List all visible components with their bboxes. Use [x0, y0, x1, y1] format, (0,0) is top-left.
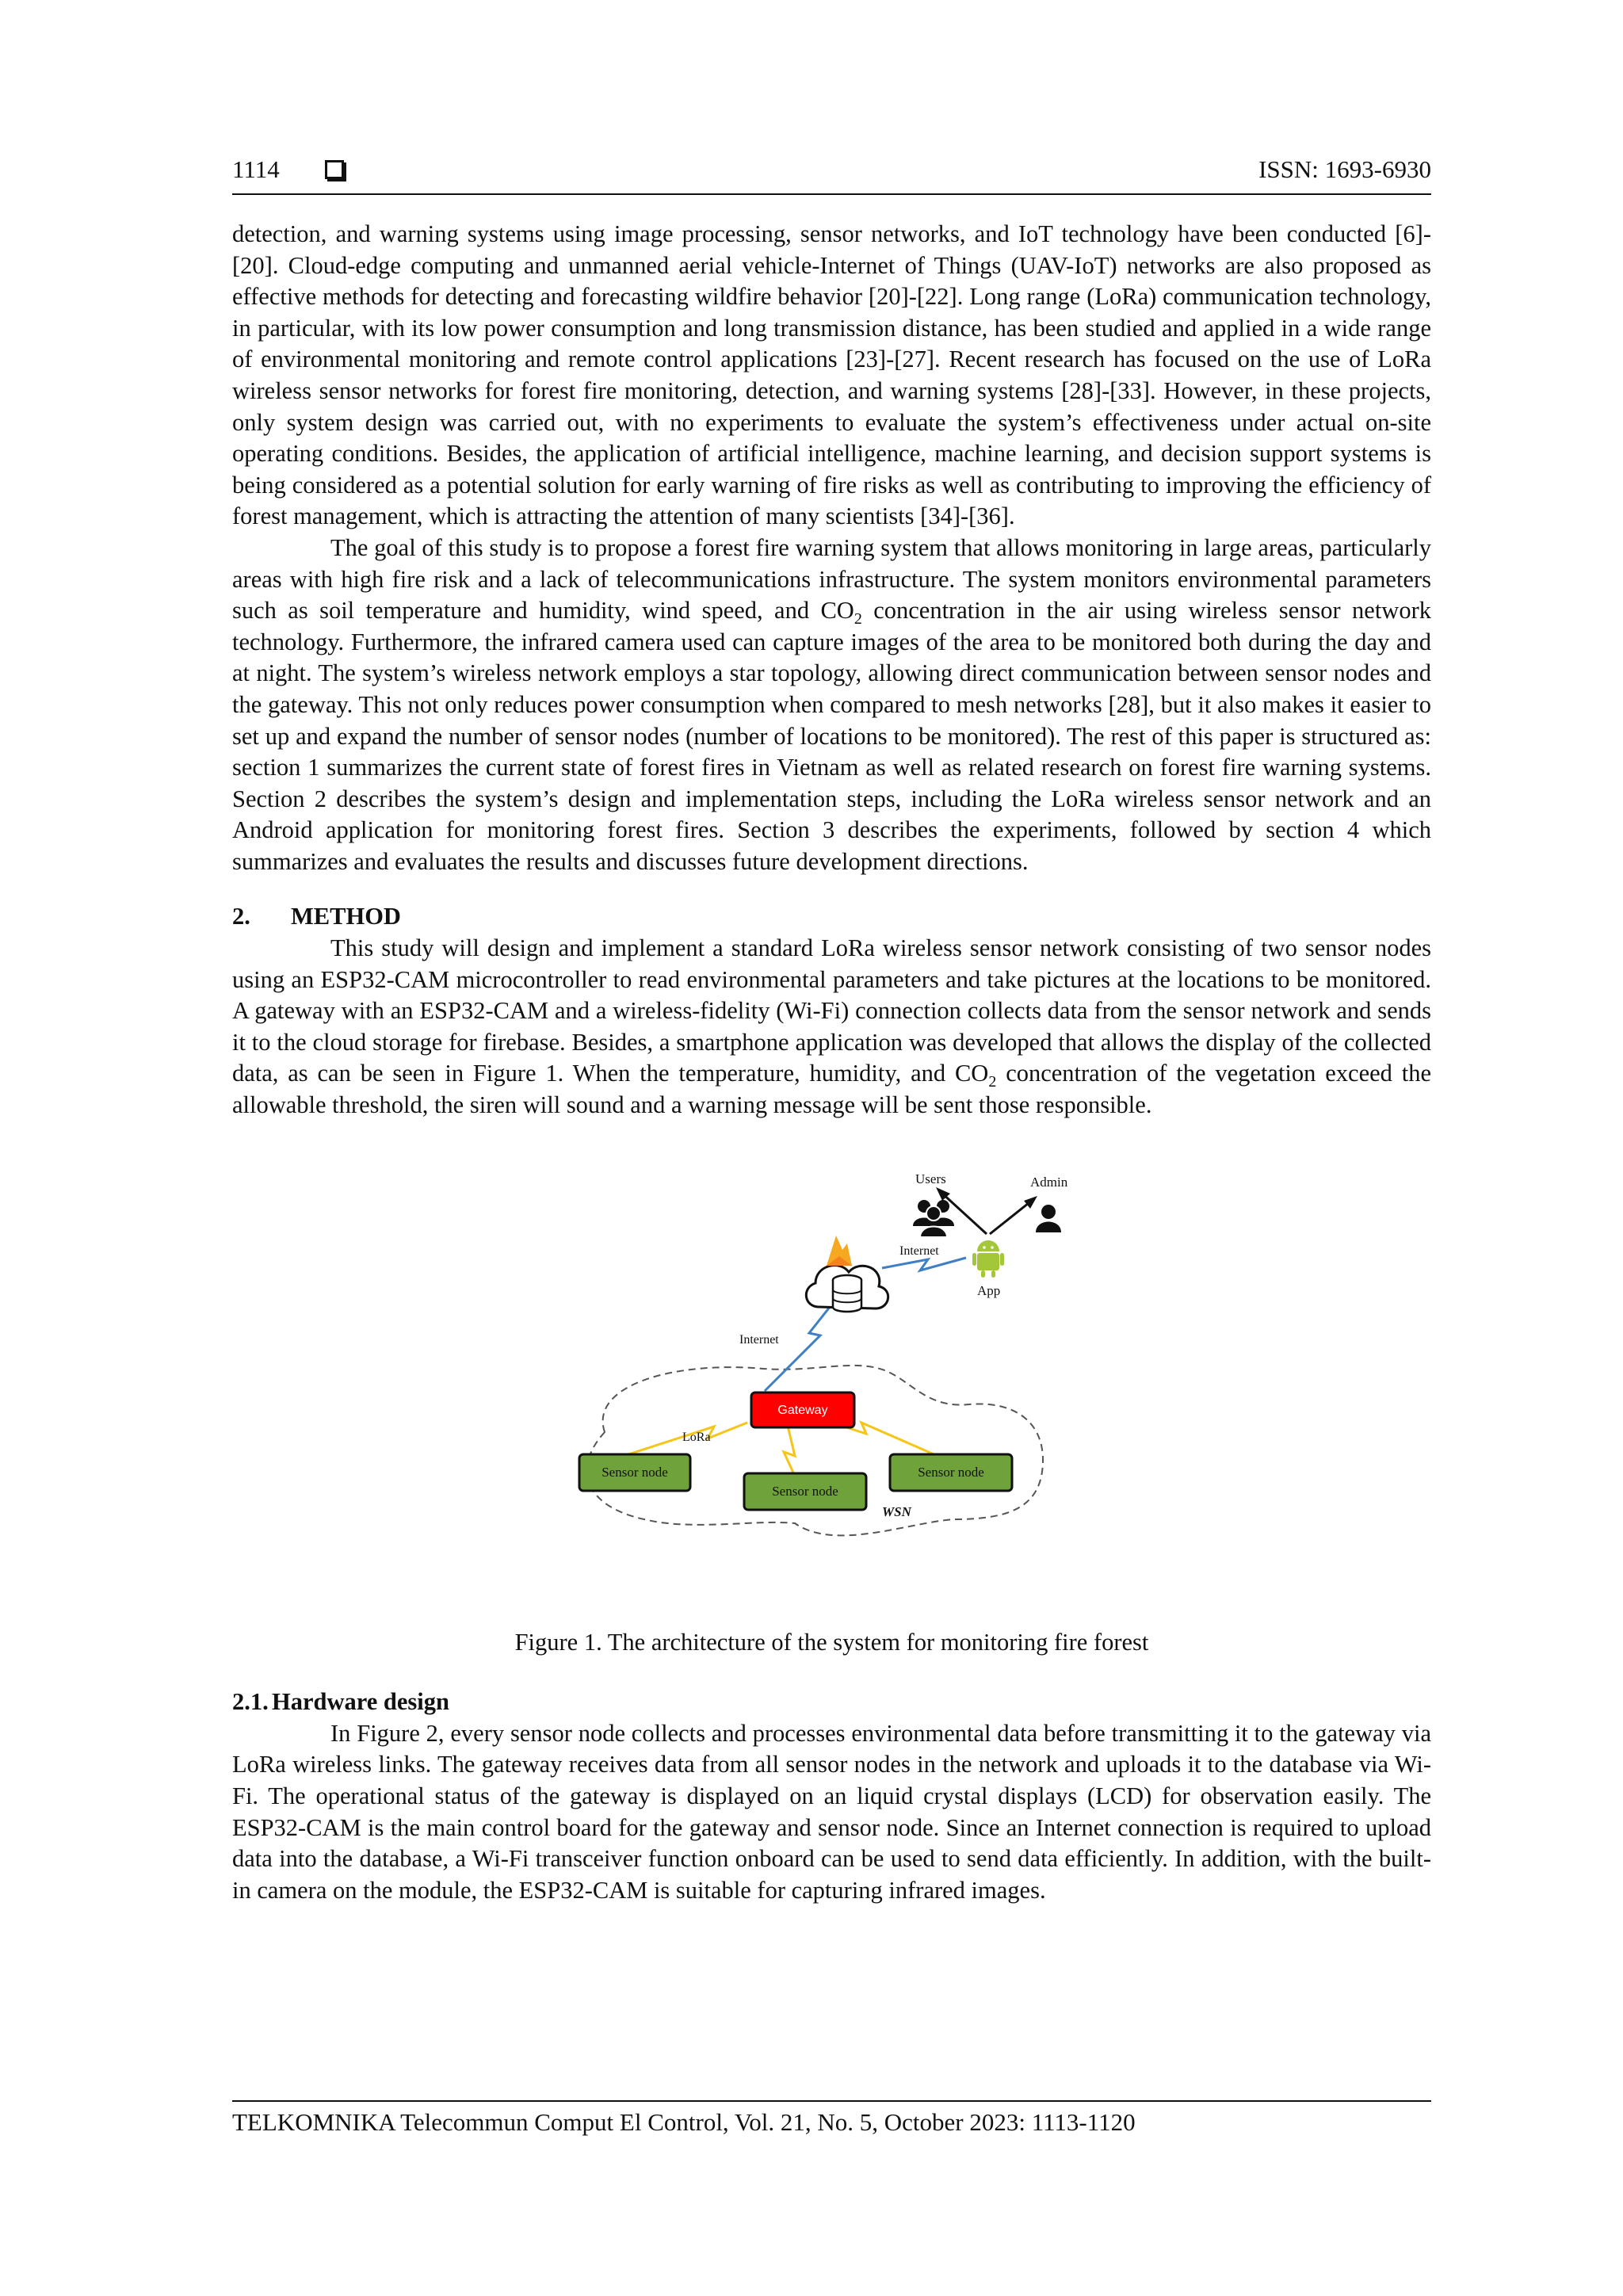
- section-heading-method: [232, 901, 1431, 933]
- label-sensor-right: Sensor node: [918, 1464, 984, 1480]
- footer-rule: [232, 2100, 1431, 2102]
- label-app: App: [977, 1282, 1001, 1298]
- subsection-number: 2.1.: [232, 1688, 269, 1716]
- section-title: METHOD: [291, 903, 401, 930]
- internet-link-app: [882, 1258, 966, 1270]
- architecture-diagram: [557, 1171, 1080, 1622]
- paragraph-hardware: In Figure 2, every sensor node collects and processes environmental data before transmitting it to the gateway via LoRa wireless links. The gateway receives data from all sensor nodes in the network and uploads it to the database via Wi-Fi. The operational status of the gateway is displayed on an liquid crystal displays (LCD) for observation easily. The ESP32-CAM is the main control board for the gateway and sensor node. Since an Internet connection is required to upload data into the database, a Wi-Fi transceiver function onboard can be used to send data efficiently. In addition, with the built-in camera on the module, the ESP32-CAM is suitable for capturing infrared images.: [232, 1719, 1431, 1904]
- subsection-heading-hardware: [232, 1687, 1431, 1718]
- paragraph-goal: [232, 533, 1431, 878]
- label-gateway: Gateway: [777, 1403, 828, 1417]
- co2-subscript: 2: [988, 1073, 997, 1091]
- subsection-title: Hardware design: [272, 1688, 449, 1716]
- label-internet-left: Internet: [739, 1332, 779, 1347]
- figure-caption: Figure 1. The architecture of the system for monitoring fire forest: [514, 1628, 1149, 1656]
- running-header: [232, 155, 1431, 189]
- paragraph-method: [232, 933, 1431, 1121]
- arrow-to-admin: [990, 1200, 1033, 1234]
- issn: ISSN: 1693-6930: [1258, 155, 1431, 183]
- database-icon: [833, 1275, 861, 1312]
- method-text-a: This study will design and implement a standard LoRa wireless sensor network consisting of two sensor nodes using an ESP32-CAM microcontroller to read environmental parameters and take pictures at the locations to be monitored. A gateway with an ESP32-CAM and a wireless-fidelity (Wi-Fi) connection collects data from the sensor network and sends it to the cloud storage for firebase. Besides, a smartphone application was developed that allows the display of the collected data, as can be seen in Figure 1. When the temperature, humidity, and CO: [232, 934, 1431, 1087]
- label-users: Users: [915, 1171, 946, 1186]
- box-icon: [325, 160, 344, 179]
- label-admin: Admin: [1030, 1174, 1068, 1190]
- paragraph-intro-continued: detection, and warning systems using image processing, sensor networks, and IoT technology have been conducted [6]-[20]. Cloud-edge computing and unmanned aerial vehicle-Internet of Things (UAV-IoT) networks are also proposed as effective methods for detecting and forecasting wildfire behavior [20]-[22]. Long range (LoRa) communication technology, in particular, with its low power consumption and long transmission distance, has been studied and applied in a wide range of environmental monitoring and remote control applications [23]-[27]. Recent research has focused on the use of LoRa wireless sensor networks for forest fire monitoring, detection, and warning systems [28]-[33]. However, in these projects, only system design was carried out, with no experiments to evaluate the system’s effectiveness under actual on-site operating conditions. Besides, the application of artificial intelligence, machine learning, and decision support systems is being considered as a potential solution for early warning of fire risks as well as contributing to improving the efficiency of forest management, which is attracting the attention of many scientists [34]-[36].: [232, 220, 1431, 530]
- figure-system-architecture: [557, 1171, 1080, 1622]
- co2-subscript: 2: [854, 610, 862, 628]
- goal-text-b: concentration in the air using wireless sensor network technology. Furthermore, the infrared camera used can capture images of the area to be monitored both during the day and at night. The system’s wireless network employs a star topology, allowing direct communication between sensor nodes and the gateway. This not only reduces power consumption when compared to mesh networks [28], but it also makes it easier to set up and expand the number of sensor nodes (number of locations to be monitored). The rest of this paper is structured as: section 1 summarizes the current state of forest fires in Vietnam as well as related research on forest fire warning systems. Section 2 describes the system’s design and implementation steps, including the LoRa wireless sensor network and an Android application for monitoring forest fires. Section 3 describes the experiments, followed by section 4 which summarizes and evaluates the results and discusses future development directions.: [232, 597, 1431, 875]
- arrow-to-users: [941, 1192, 987, 1234]
- header-rule: [232, 193, 1431, 195]
- goal-text-a: The goal of this study is to propose a forest fire warning system that allows monitoring in large areas, particularly areas with high fire risk and a lack of telecommunications infrastructure. The system monitors environmental parameters such as soil temperature and humidity, wind speed, and CO: [232, 533, 1431, 625]
- label-lora: LoRa: [682, 1430, 711, 1444]
- method-text-b: concentration of the vegetation exceed the allowable threshold, the siren will sound and a warning message will be sent those responsible.: [232, 1060, 1432, 1119]
- body-text: [232, 219, 1431, 1906]
- label-internet-top: Internet: [899, 1244, 939, 1258]
- section-number: 2.: [232, 903, 250, 930]
- label-sensor-middle: Sensor node: [772, 1483, 838, 1499]
- running-footer: TELKOMNIKA Telecommun Comput El Control, Vol. 21, No. 5, October 2023: 1113-1120: [232, 2108, 1136, 2136]
- label-wsn: WSN: [882, 1503, 911, 1519]
- page-number: 1114: [232, 155, 280, 183]
- admin-icon: [1036, 1205, 1061, 1232]
- android-icon: [972, 1240, 1004, 1278]
- label-sensor-left: Sensor node: [601, 1464, 668, 1480]
- users-icon: [913, 1200, 954, 1237]
